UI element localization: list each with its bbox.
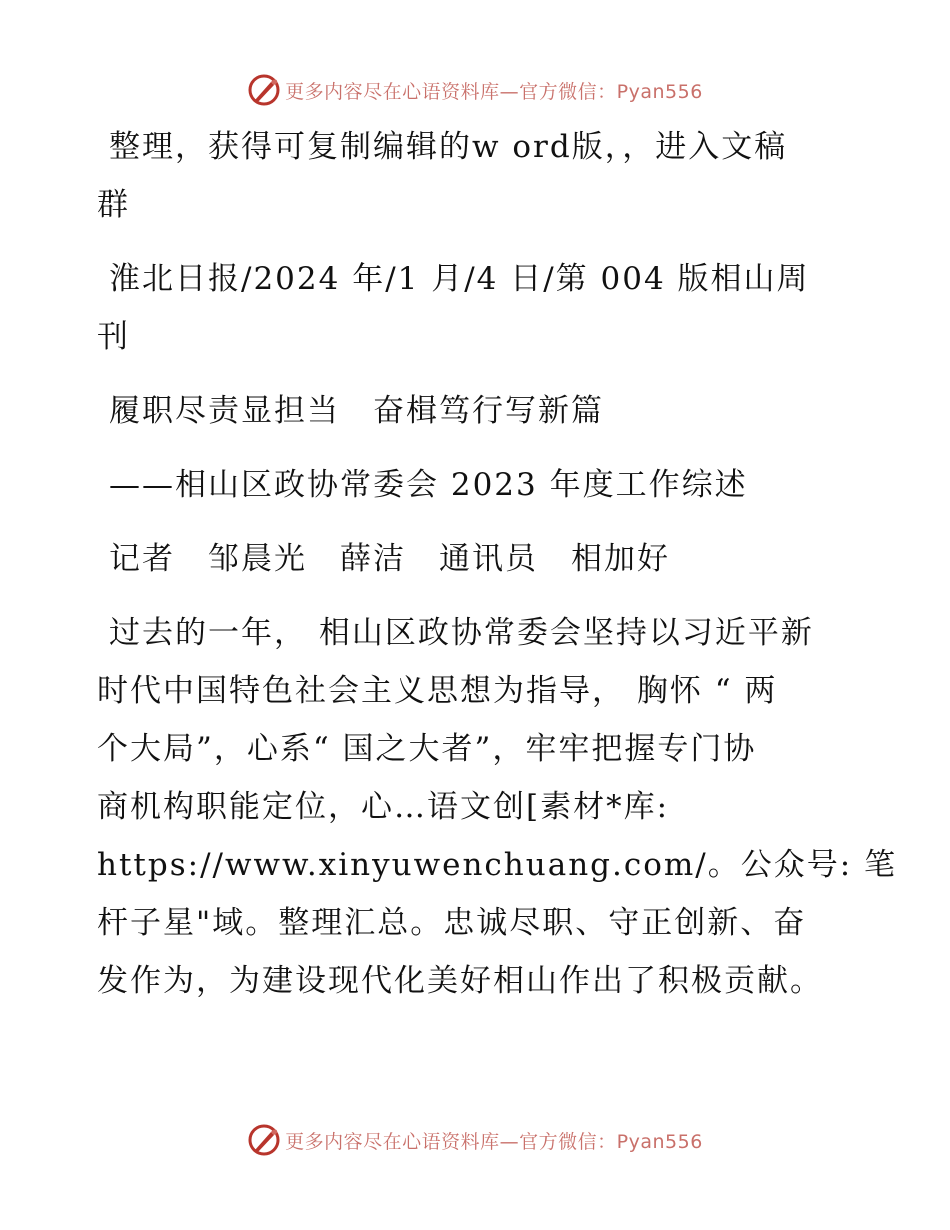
body-line: 商机构职能定位，心…语文创[素材*库:: [97, 789, 670, 825]
source-paragraph: [97, 250, 842, 366]
byline-block: [97, 530, 842, 588]
intro-paragraph: [97, 118, 842, 234]
intro-line-1: 整理，获得可复制编辑的w ord版，，进入文稿: [109, 129, 788, 165]
header-watermark: [0, 70, 950, 110]
watermark-text: 更多内容尽在心语资料库—官方微信：Pyan556: [285, 1130, 703, 1153]
source-line-1: 淮北日报/2024 年/1 月/4 日/第 004 版相山周: [109, 261, 810, 297]
article-title: 履职尽责显担当 奋楫笃行写新篇: [109, 393, 604, 429]
body-line: 时代中国特色社会主义思想为指导， 胸怀 “ 两: [97, 673, 778, 709]
document-body: [97, 118, 898, 1026]
footer-watermark: [0, 1120, 950, 1160]
quill-pen-circle-icon: [247, 1123, 281, 1157]
body-line: 过去的一年， 相山区政协常委会坚持以习近平新: [109, 615, 814, 651]
body-line: 个大局”，心系“ 国之大者”，牢牢把握专门协: [97, 731, 757, 767]
intro-line-2: 群: [97, 187, 130, 223]
body-line: 发作为，为建设现代化美好相山作出了积极贡献。: [97, 963, 823, 999]
article-subtitle-block: [97, 456, 842, 514]
source-line-2: 刊: [97, 319, 130, 355]
article-subtitle: ——相山区政协常委会 2023 年度工作综述: [109, 467, 748, 503]
body-line: https://www.xinyuwenchuang.com/。公众号: 笔: [97, 847, 898, 883]
watermark-text: 更多内容尽在心语资料库—官方微信：Pyan556: [285, 80, 703, 103]
body-paragraph: [97, 604, 898, 1010]
body-line: 杆子星"域。整理汇总。忠诚尽职、守正创新、奋: [97, 905, 807, 941]
article-title-block: [97, 382, 842, 440]
byline: 记者 邹晨光 薛洁 通讯员 相加好: [109, 541, 670, 577]
quill-pen-circle-icon: [247, 73, 281, 107]
